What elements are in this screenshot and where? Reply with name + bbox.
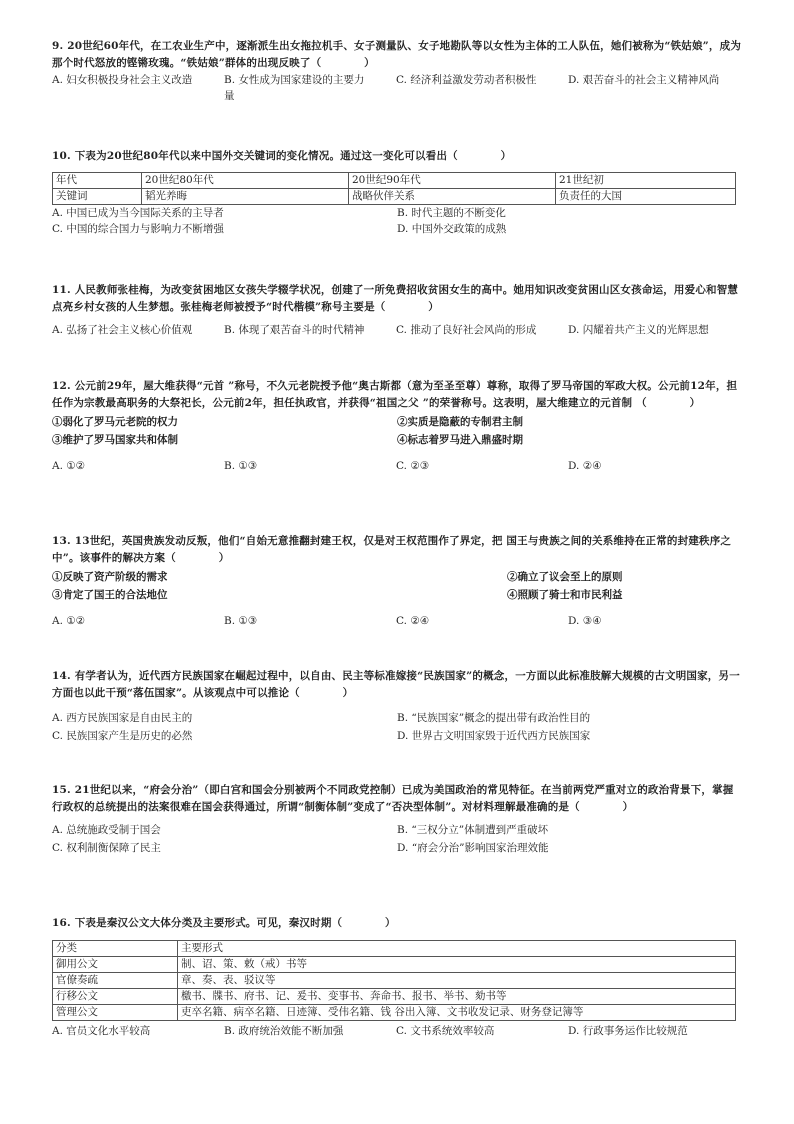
table-cell: 官僚奏疏 [53, 973, 178, 989]
option-a: A. 总统施政受制于国会 [52, 824, 161, 836]
statement-3: ③肯定了国王的合法地位 [52, 589, 168, 601]
question-11 [52, 282, 742, 338]
statement-2: ②实质是隐蔽的专制君主制 [397, 416, 523, 428]
question-stem: 13. 13世纪，英国贵族发动反叛，他们“自始无意推翻封建王权，仅是对王权范围作了界定，把 国王与贵族之间的关系维持在正常的封建秩序之中”。该事件的解决方案（ ） [52, 535, 732, 564]
table-cell: 檄书、牒书、府书、记、爰书、变事书、奔命书、报书、举书、劾书等 [178, 989, 736, 1005]
table-cell: 行移公文 [53, 989, 178, 1005]
table-cell: 分类 [53, 941, 178, 957]
statement-2: ②确立了议会至上的原则 [507, 571, 623, 583]
option-a: A. 弘扬了社会主义核心价值观 [52, 324, 193, 336]
option-c: C. 权利制衡保障了民主 [52, 842, 161, 854]
option-b: B. 女性成为国家建设的主要力量 [224, 74, 365, 102]
option-d: D. 世界古文明国家毁于近代西方民族国家 [397, 730, 591, 742]
question-14 [52, 668, 742, 744]
question-stem: 16. 下表是秦汉公文大体分类及主要形式。可见，秦汉时期（ ） [52, 917, 396, 929]
table-row [53, 957, 736, 973]
option-c: C. 经济利益激发劳动者积极性 [396, 74, 537, 86]
table-cell: 主要形式 [178, 941, 736, 957]
option-c: C. 民族国家产生是历史的必然 [52, 730, 193, 742]
statement-1: ①反映了资产阶级的需求 [52, 571, 168, 583]
option-d: D. 闪耀着共产主义的光辉思想 [568, 324, 709, 336]
option-a: A. 中国已成为当今国际关系的主导者 [52, 207, 224, 219]
table-row [53, 941, 736, 957]
table-cell: 韬光养晦 [142, 189, 349, 205]
question-stem: 9. 20世纪60年代，在工农业生产中，逐渐派生出女拖拉机手、女子测量队、女子地勘队等以女性为主体的工人队伍，她们被称为“铁姑娘”，成为那个时代怒放的铿锵玫瑰。“铁姑娘”群体的出现反映了（ ） [52, 40, 742, 69]
option-c: C. ②④ [396, 615, 430, 627]
table-row [53, 173, 736, 189]
option-c: C. 推动了良好社会风尚的形成 [396, 324, 537, 336]
option-b: B. 体现了艰苦奋斗的时代精神 [224, 324, 365, 336]
table-cell: 吏卒名籍、病卒名籍、日迹簿、受伟名籍、钱 谷出入簿、文书收发记录、财务登记簿等 [178, 1005, 736, 1021]
table-row [53, 1005, 736, 1021]
question-13 [52, 533, 742, 629]
table-row [53, 189, 736, 205]
option-b: B. ①③ [224, 615, 258, 627]
question-stem: 10. 下表为20世纪80年代以来中国外交关键词的变化情况。通过这一变化可以看出（ ） [52, 150, 512, 162]
table-cell: 负责任的大国 [556, 189, 736, 205]
table-cell: 关键词 [53, 189, 142, 205]
question-9 [52, 38, 742, 104]
option-d: D. ③④ [568, 615, 602, 627]
option-d: D. 艰苦奋斗的社会主义精神风尚 [568, 74, 720, 86]
official-documents-table [52, 940, 736, 1021]
table-cell: 21世纪初 [556, 173, 736, 189]
table-cell: 制、诏、策、敕（戒）书等 [178, 957, 736, 973]
table-cell: 年代 [53, 173, 142, 189]
foreign-policy-table [52, 172, 736, 205]
table-row [53, 989, 736, 1005]
option-d: D. 中国外交政策的成熟 [397, 223, 507, 235]
question-stem: 15. 21世纪以来，“府会分治”（即白宫和国会分别被两个不同政党控制）已成为美国政治的常见特征。在当前两党严重对立的政治背景下，掌握行政权的总统提出的法案很难在国会获得通过，所谓“制衡体制”变成了“否决型体制”。对材料理解最准确的是（ ） [52, 784, 734, 813]
option-c: C. 中国的综合国力与影响力不断增强 [52, 223, 224, 235]
table-cell: 章、奏、表、驳议等 [178, 973, 736, 989]
option-a: A. 官员文化水平较高 [52, 1025, 151, 1037]
option-b: B. 政府统治效能不断加强 [224, 1025, 344, 1037]
option-d: D. “府会分治”影响国家治理效能 [397, 842, 549, 854]
question-12 [52, 378, 742, 474]
option-c: C. 文书系统效率较高 [396, 1025, 495, 1037]
option-d: D. ②④ [568, 460, 602, 472]
question-16 [52, 915, 742, 1039]
option-a: A. ①② [52, 615, 86, 627]
option-a: A. 妇女积极投身社会主义改造 [52, 74, 193, 86]
option-a: A. ①② [52, 460, 86, 472]
option-b: B. “三权分立”体制遭到严重破坏 [397, 824, 549, 836]
statement-3: ③维护了罗马国家共和体制 [52, 434, 178, 446]
question-10 [52, 148, 742, 237]
question-15 [52, 782, 742, 856]
statement-4: ④照顾了骑士和市民利益 [507, 589, 623, 601]
option-a: A. 西方民族国家是自由民主的 [52, 712, 193, 724]
table-cell: 20世纪90年代 [349, 173, 556, 189]
question-stem: 11. 人民教师张桂梅，为改变贫困地区女孩失学辍学状况，创建了一所免费招收贫困女生的高中。她用知识改变贫困山区女孩命运，用爱心和智慧点亮乡村女孩的人生梦想。张桂梅老师被授予“时代楷模”称号主要是（ ） [52, 284, 739, 313]
question-stem: 14. 有学者认为，近代西方民族国家在崛起过程中，以自由、民主等标准嫁接“民族国家”的概念，一方面以此标准肢解大规模的古文明国家，另一方面也以此干预“落伍国家”。从该观点中可以推论（ ） [52, 670, 740, 699]
option-b: B. 时代主题的不断变化 [397, 207, 506, 219]
table-row [53, 973, 736, 989]
option-d: D. 行政事务运作比较规范 [568, 1025, 688, 1037]
option-b: B. “民族国家”概念的提出带有政治性目的 [397, 712, 591, 724]
option-b: B. ①③ [224, 460, 258, 472]
table-cell: 20世纪80年代 [142, 173, 349, 189]
table-cell: 战略伙伴关系 [349, 189, 556, 205]
statement-4: ④标志着罗马进入鼎盛时期 [397, 434, 523, 446]
table-cell: 管理公文 [53, 1005, 178, 1021]
option-c: C. ②③ [396, 460, 430, 472]
question-stem: 12. 公元前29年，屋大维获得“元首 ”称号，不久元老院授予他“奥古斯都（意为至圣至尊）尊称，取得了罗马帝国的军政大权。公元前12年，担任作为宗教最高职务的大祭祀长，公元前2年，担任执政官，并获得“祖国之父 ”的荣誉称号。这表明，屋大维建立的元首制 （ ） [52, 380, 738, 409]
statement-1: ①弱化了罗马元老院的权力 [52, 416, 178, 428]
table-cell: 御用公文 [53, 957, 178, 973]
